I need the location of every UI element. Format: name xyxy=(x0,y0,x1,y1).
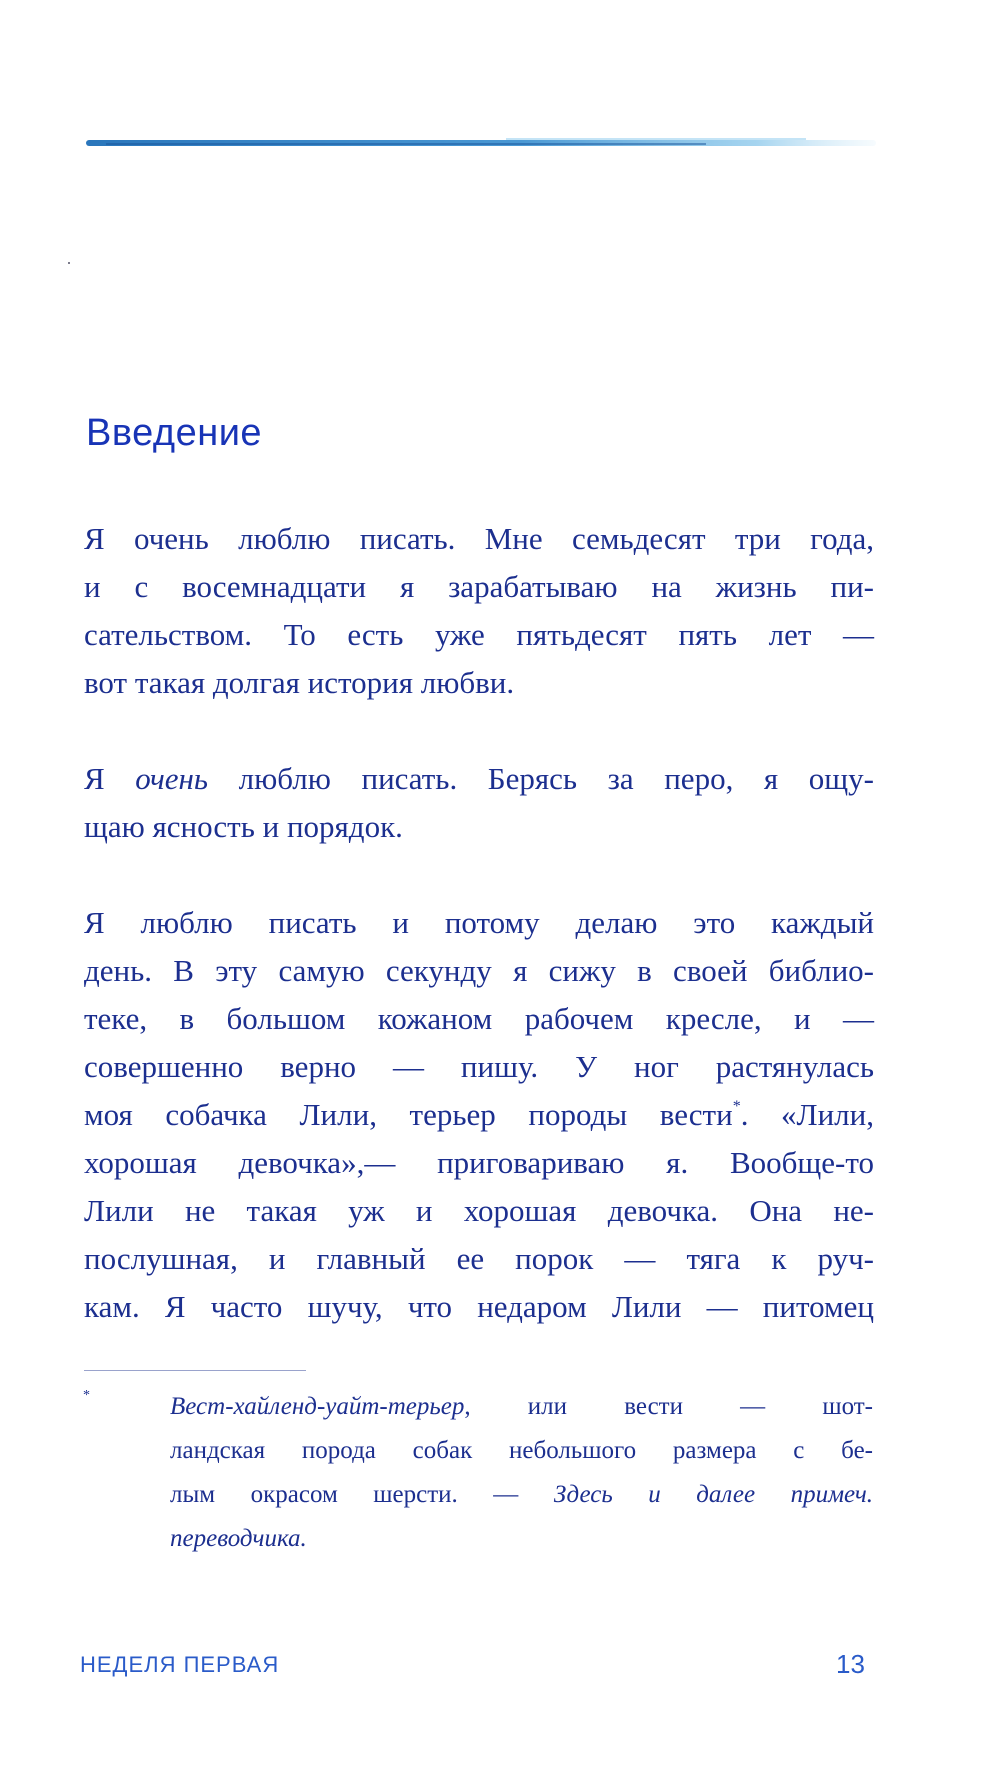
text-line: кам. Я часто шучу, что недаром Лили — питомец xyxy=(84,1289,874,1324)
page-number: 13 xyxy=(836,1649,865,1679)
footnote-divider xyxy=(84,1370,306,1371)
text-line: совершенно верно — пишу. У ног растянулась xyxy=(84,1049,874,1084)
paragraph-3 xyxy=(84,899,874,1331)
text-line xyxy=(170,1473,873,1517)
text-line: день. В эту самую секунду я сижу в своей библио- xyxy=(84,953,874,988)
emphasis-text: Вест-хайленд-уайт-терьер xyxy=(170,1393,465,1420)
text-fragment: , или вести — шот- xyxy=(464,1393,873,1420)
text-fragment: . «Лили, xyxy=(740,1097,874,1132)
text-fragment: моя собачка Лили, терьер породы вести xyxy=(84,1097,733,1132)
paragraph-1 xyxy=(84,515,874,707)
text-line xyxy=(170,1385,873,1429)
running-footer-section: НЕДЕЛЯ ПЕРВАЯ xyxy=(80,1652,280,1677)
text-line: Лили не такая уж и хорошая девочка. Она не- xyxy=(84,1193,874,1228)
text-line: и с восемнадцати я зарабатываю на жизнь пи- xyxy=(84,569,874,604)
text-fragment: Я xyxy=(84,761,136,796)
emphasis-text: очень xyxy=(135,761,209,796)
footnote-reference: * xyxy=(732,1098,741,1115)
text-line: щаю ясность и порядок. xyxy=(84,809,403,844)
text-line: теке, в большом кожаном рабочем кресле, и — xyxy=(84,1001,874,1036)
text-fragment: лым окрасом шерсти. — xyxy=(170,1481,554,1508)
text-line: сательством. То есть уже пятьдесят пять лет — xyxy=(84,617,874,652)
brush-stroke-tail xyxy=(506,138,806,140)
footnote-marker: * xyxy=(83,1388,90,1403)
brush-stroke-streak xyxy=(106,143,706,145)
text-line xyxy=(84,1091,874,1139)
text-fragment: люблю писать. Берясь за перо, я ощу- xyxy=(208,761,874,796)
paragraph-2 xyxy=(84,755,874,851)
brush-stroke-decoration xyxy=(86,137,876,151)
text-line: хорошая девочка»,— приговариваю я. Вообще-то xyxy=(84,1145,874,1180)
text-line: Я очень люблю писать. Мне семьдесят три года, xyxy=(84,521,874,556)
footnote-text xyxy=(170,1385,873,1561)
chapter-heading: Введение xyxy=(86,412,263,454)
text-line: ландская порода собак небольшого размера с бе- xyxy=(170,1437,873,1464)
text-line: Я люблю писать и потому делаю это каждый xyxy=(84,905,874,940)
print-speck xyxy=(68,262,70,264)
emphasis-text: Здесь и далее примеч. xyxy=(553,1481,873,1508)
text-line: вот такая долгая история любви. xyxy=(84,665,515,700)
text-line: послушная, и главный ее порок — тяга к руч- xyxy=(84,1241,874,1276)
text-line xyxy=(170,1517,873,1561)
text-line xyxy=(84,755,874,803)
emphasis-text: переводчика. xyxy=(170,1525,307,1552)
